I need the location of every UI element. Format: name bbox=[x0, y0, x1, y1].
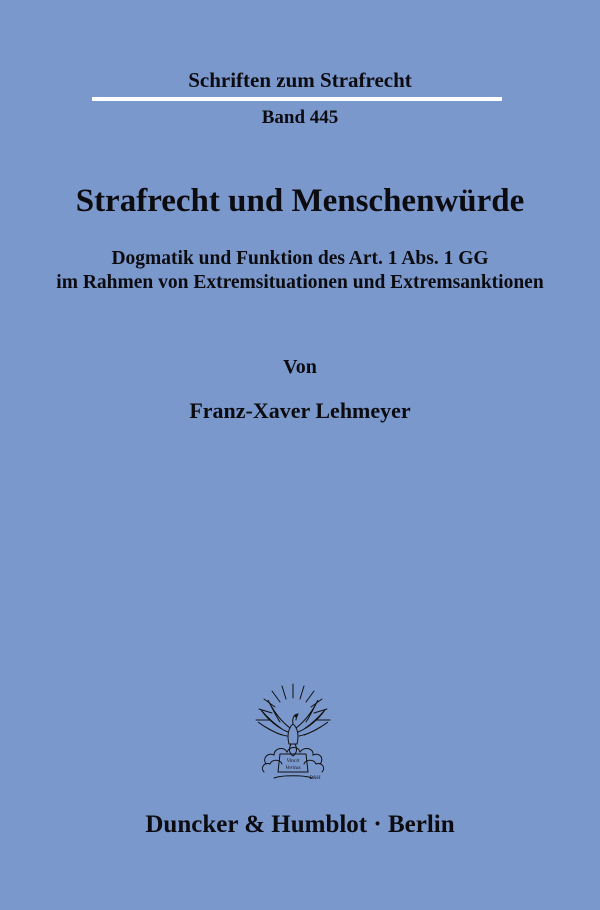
series-divider bbox=[92, 97, 502, 101]
series-name: Schriften zum Strafrecht bbox=[188, 68, 412, 92]
phoenix-emblem-icon bbox=[252, 682, 334, 782]
book-title: Strafrecht und Menschenwürde bbox=[75, 183, 525, 219]
subtitle-line-2: im Rahmen von Extremsituationen und Extremsanktionen bbox=[56, 272, 544, 293]
book-subtitle bbox=[0, 247, 600, 295]
subtitle-line-1: Dogmatik und Funktion des Art. 1 Abs. 1 GG bbox=[111, 248, 489, 269]
by-label: Von bbox=[283, 356, 317, 378]
emblem-motto-line-1: Vincit bbox=[286, 758, 300, 764]
emblem-motto-line-2: Veritas bbox=[285, 765, 301, 771]
volume-number: Band 445 bbox=[261, 107, 339, 128]
author-name: Franz-Xaver Lehmeyer bbox=[189, 398, 411, 423]
publisher-imprint: Duncker & Humblot · Berlin bbox=[145, 811, 455, 838]
emblem-monogram: D&H bbox=[309, 776, 321, 781]
